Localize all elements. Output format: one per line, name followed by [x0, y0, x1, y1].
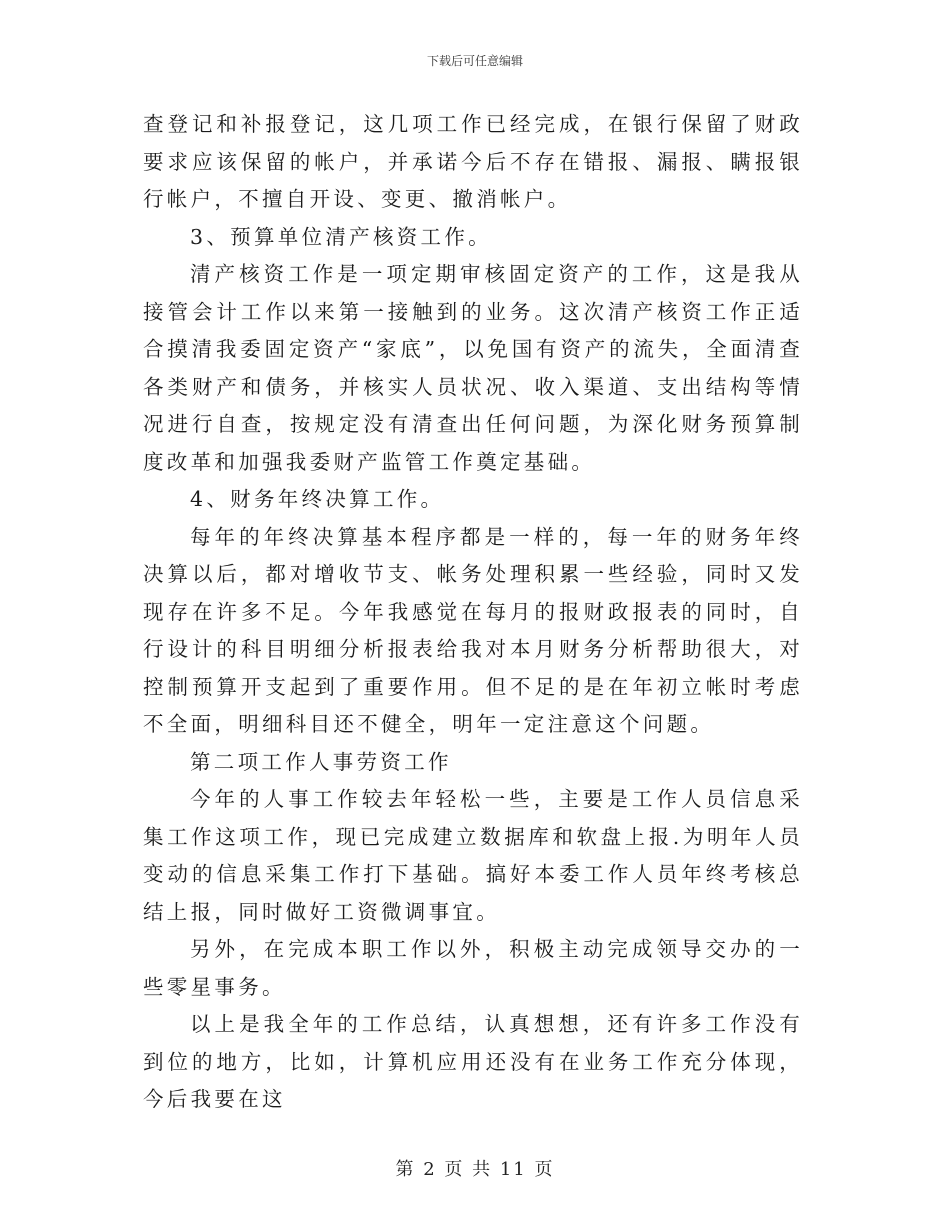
- paragraph-5: 每年的年终决算基本程序都是一样的，每一年的财务年终决算以后，都对增收节支、帐务处理积累一些经验，同时又发现存在许多不足。今年我感觉在每月的报财政报表的同时，自行设计的科目明细分析报表给我对本月财务分析帮助很大，对控制预算开支起到了重要作用。但不足的是在年初立帐时考虑不全面，明细科目还不健全，明年一定注意这个问题。: [143, 524, 803, 736]
- paragraph-6: 第二项工作人事劳资工作: [190, 749, 452, 774]
- paragraph-2: 3、预算单位清产核资工作。: [190, 224, 492, 249]
- paragraph-7: 今年的人事工作较去年轻松一些，主要是工作人员信息采集工作这项工作，现已完成建立数据库和软盘上报.为明年人员变动的信息采集工作打下基础。搞好本委工作人员年终考核总结上报，同时做好工资微调事宜。: [143, 787, 803, 924]
- paragraph-9: 以上是我全年的工作总结，认真想想，还有许多工作没有到位的地方，比如，计算机应用还没有在业务工作充分体现，今后我要在这: [143, 1012, 803, 1111]
- page-header: 下载后可任意编辑: [426, 54, 523, 68]
- page-number-footer: 第 2 页 共 11 页: [395, 1159, 555, 1180]
- paragraph-4: 4、财务年终决算工作。: [190, 487, 445, 511]
- paragraph-3: 清产核资工作是一项定期审核固定资产的工作，这是我从接管会计工作以来第一接触到的业务。这次清产核资工作正适合摸清我委固定资产“家底”，以免国有资产的流失，全面清查各类财产和债务，并核实人员状况、收入渠道、支出结构等情况进行自查，按规定没有清查出任何问题，为深化财务预算制度改革和加强我委财产监管工作奠定基础。: [143, 262, 803, 474]
- document-body: [143, 106, 803, 1119]
- paragraph-8: 另外，在完成本职工作以外，积极主动完成领导交办的一些零星事务。: [143, 937, 803, 999]
- paragraph-1: 查登记和补报登记，这几项工作已经完成，在银行保留了财政要求应该保留的帐户，并承诺今后不存在错报、漏报、瞒报银行帐户，不擅自开设、变更、撤消帐户。: [143, 112, 803, 211]
